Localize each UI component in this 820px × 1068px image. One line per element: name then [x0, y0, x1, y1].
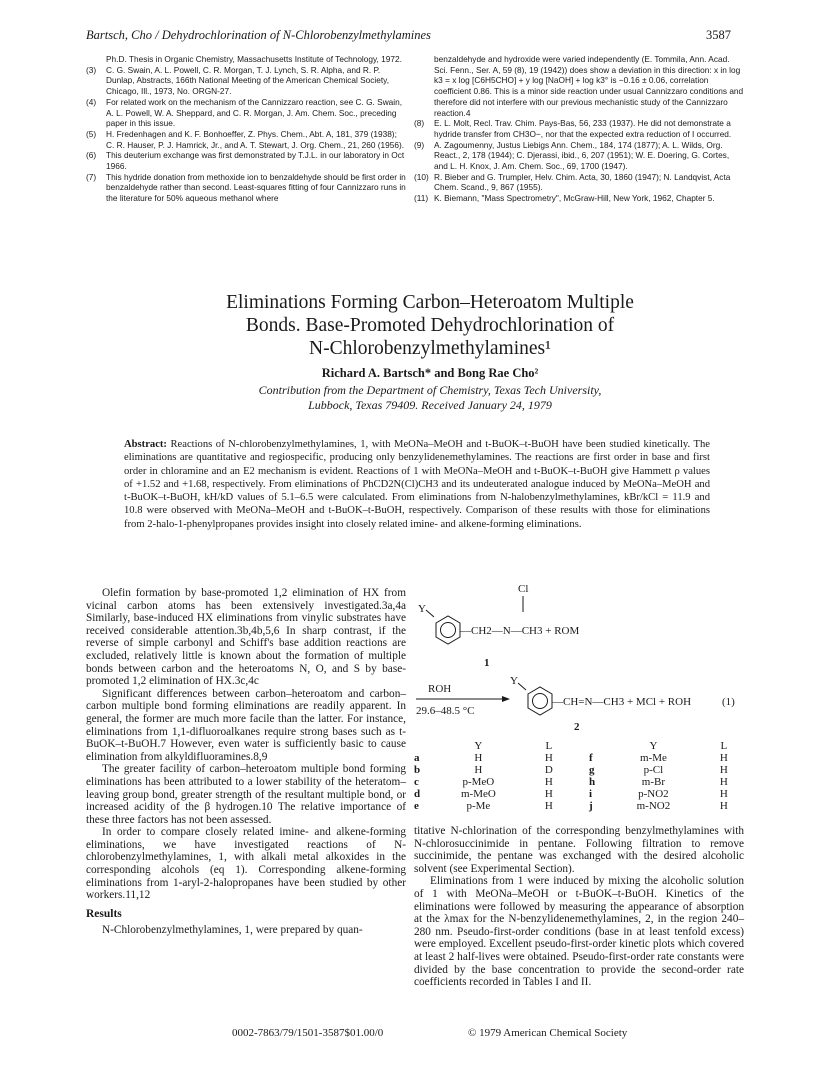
reference-number: (11): [414, 193, 429, 204]
reference-number: (3): [86, 64, 97, 75]
title-line: Eliminations Forming Carbon–Heteroatom Multiple: [226, 292, 634, 313]
cell-y: H: [474, 764, 483, 776]
reference-text: K. Biemann, "Mass Spectrometry", McGraw-Hill, New York, 1962, Chapter 5.: [434, 193, 715, 204]
y-bond: [426, 610, 434, 617]
reference-number: (4): [86, 96, 97, 107]
table-row: [414, 764, 744, 776]
cell-y: m-NO2: [636, 800, 671, 812]
table-row: [414, 752, 744, 764]
reference-number: [414, 54, 434, 118]
paragraph: Olefin formation by base-promoted 1,2 elimination of HX from vicinal carbon atoms has been extensively investigated.3a,4a Similarly, base-induced HX eliminations from vinylic substrates have received considerable attention.3b,4b,5,6 In sharp contrast, if the reverse of simple carbonyl and Schiff's base addition reactions are excluded, relatively little is known about the formation of multiple bonds between carbon and the heteroatoms N, O, and S by base-promoted 1,2 elimination of HX.3c,4c: [86, 587, 406, 688]
references-left: [86, 54, 406, 204]
paragraph: N-Chlorobenzylmethylamines, 1, were prepared by quan-: [102, 924, 363, 937]
reference-number: (10): [414, 171, 429, 182]
reference-text: This hydride donation from methoxide ion to benzaldehyde should be first order in benzaldehyde rather than second. Least-squares fitting of four Cannizzaro runs in the literature for 50% aqueous methanol where: [106, 171, 406, 204]
reference-text: This deuterium exchange was first demonstrated by T.J.L. in our laboratory in Oct 1966.: [106, 150, 405, 172]
chlorine-label: Cl: [518, 583, 529, 595]
substituent-y-label: Y: [510, 675, 518, 687]
compound-id: d: [414, 788, 421, 800]
reference-number: [86, 54, 106, 65]
compound-id: g: [589, 764, 595, 776]
reference-item: [86, 97, 406, 129]
reference-item: [414, 118, 744, 139]
arrow-conditions: 29.6–48.5 °C: [416, 705, 475, 717]
journal-code: 0002-7863/79/1501-3587$01.00/0: [232, 1027, 384, 1039]
paragraph: titative N-chlorination of the corresponding benzylmethylamines with N-chlorosuccinimide in pentane. Following filtration to remove succinimide, the pentane was exchanged with the desired alcoholic solvent (see Experimental Section).: [414, 825, 744, 875]
cell-y: p-NO2: [638, 788, 669, 800]
reference-text: R. Bieber and G. Trumpler, Helv. Chim. Acta, 30, 1860 (1947); N. Landqvist, Acta Chem. Scand., 9, 867 (1955).: [434, 171, 731, 193]
cell-l: H: [544, 776, 553, 788]
arrow-reagent: ROH: [428, 683, 452, 695]
cell-y: m-Me: [639, 752, 667, 764]
page-number: 3587: [706, 28, 731, 42]
cell-l: H: [719, 764, 728, 776]
column-header-y: Y: [649, 740, 658, 752]
table-header-row: [414, 740, 744, 752]
title-line: N-Chlorobenzylmethylamines¹: [309, 338, 551, 359]
y-bond: [518, 683, 526, 690]
references-right: [414, 54, 744, 204]
reference-item: [86, 150, 406, 171]
copyright: © 1979 American Chemical Society: [468, 1027, 628, 1039]
compound-id: i: [589, 788, 593, 800]
cell-y: H: [474, 752, 483, 764]
reference-number: (6): [86, 150, 97, 161]
abstract: [124, 438, 710, 531]
reference-text: benzaldehyde and hydroxide were varied independently (E. Tommila, Ann. Acad. Sci. Fenn., Ser. A, 59 (8), 19 (1942)) does show a deviation in this direction: x in log k3 = x log [C6H5CHO] + y log [NaOH] + log k3° is −0.16 ± 0.06, correlation coefficient 0.86. This is a minor side reaction under usual Cannizzaro conditions and therefore did not interfere with our previous mechanistic study of the Cannizzaro reaction.4: [434, 54, 744, 118]
compound-id: f: [589, 752, 593, 764]
benzene-ring: [436, 616, 460, 644]
cell-l: H: [719, 800, 728, 812]
table-row: [414, 776, 744, 788]
reference-item: [86, 172, 406, 204]
table-row: [414, 800, 744, 812]
reference-text: E. L. Molt, Recl. Trav. Chim. Pays-Bas, 56, 233 (1937). He did not demonstrate a hydride transfer from CH3O−, nor that the expected extra reduction of I occurred.: [434, 118, 732, 139]
reference-text: C. G. Swain, A. L. Powell, C. R. Morgan, T. J. Lynch, S. R. Alpha, and R. P. Dunlap, Abstracts, 166th National Meeting of the American Chemical Society, Chicago, Ill., 1973, No. ORGN-27.: [106, 64, 390, 97]
equation-number: (1): [722, 696, 735, 708]
reference-text: Ph.D. Thesis in Organic Chemistry, Massachusetts Institute of Technology, 1972.: [106, 54, 402, 64]
paragraph: Significant differences between carbon–heteroatom and carbon–carbon multiple bond forming eliminations are readily apparent. In general, the former are much more facile than the latter. For instance, eliminations from 1,1-difluoroalkanes require strong bases such as t-BuOK–t-BuOH.7 However, even water is sufficiently basic to cause elimination from alkyldifluoramines.8,9: [86, 687, 406, 763]
reference-item: [414, 193, 744, 204]
cell-l: D: [544, 764, 553, 776]
substituent-table: [414, 740, 744, 812]
cell-y: p-Cl: [643, 764, 664, 776]
reference-number: (5): [86, 128, 97, 139]
compound-id: b: [414, 764, 421, 776]
compound-2-label: 2: [574, 721, 580, 733]
cell-l: H: [544, 752, 553, 764]
cell-l: H: [719, 776, 728, 788]
cell-l: H: [719, 788, 728, 800]
cell-y: m-MeO: [460, 788, 496, 800]
cell-y: m-Br: [641, 776, 666, 788]
body-left-column: [86, 587, 406, 937]
authors: Richard A. Bartsch* and Bong Rae Cho²: [321, 366, 539, 380]
column-header-l: L: [545, 740, 553, 752]
paragraph: In order to compare closely related imine- and alkene-forming eliminations, we have investigated reactions of N-chlorobenzylmethylamines, 1, with alkali metal alkoxides in the corresponding alcohols (eq 1). Corresponding alkene-forming eliminations from 1-aryl-2-halopropanes have been studied by other workers.11,12: [86, 826, 406, 902]
compound-1-label: 1: [484, 657, 490, 669]
title-line: Bonds. Base-Promoted Dehydrochlorination of: [245, 315, 615, 336]
paragraph: Eliminations from 1 were induced by mixing the alcoholic solution of 1 with MeONa–MeOH or t-BuOK–t-BuOH. Kinetics of the eliminations were followed by measuring the appearance of absorption at the λmax for the N-benzylidenemethylamines, 2, in the region 240–280 nm. Pseudo-first-order conditions (base in at least tenfold excess) were employed. Excellent pseudo-first-order kinetic plots which covered at least 2 half-lives were obtained. Pseudo-first-order rate constants were divided by the base concentration to provide the second-order rate coefficients recorded in Tables I and II.: [414, 875, 744, 989]
article-title: [200, 291, 660, 360]
affiliation-line: Contribution from the Department of Chemistry, Texas Tech University,: [258, 383, 602, 397]
abstract-label: Abstract:: [124, 439, 167, 450]
table-row: [414, 788, 744, 800]
column-header-l: L: [720, 740, 728, 752]
compound-id: e: [414, 800, 419, 812]
reference-item: [414, 172, 744, 193]
reference-item: [414, 140, 744, 172]
cell-l: H: [544, 800, 553, 812]
section-heading-results: Results: [86, 907, 122, 920]
reference-number: (8): [414, 118, 425, 129]
arrow-head: [502, 696, 510, 702]
compound-id: a: [414, 752, 420, 764]
column-header-y: Y: [474, 740, 483, 752]
reference-item: [86, 65, 406, 97]
reference-number: (7): [86, 171, 97, 182]
benzene-ring: [528, 687, 552, 715]
substituent-y-label: Y: [418, 603, 426, 615]
reference-text: H. Fredenhagen and K. F. Bonhoeffer, Z. Phys. Chem., Abt. A, 181, 379 (1938); C. R. Hauser, P. J. Hamrick, Jr., and A. T. Stewart, J. Org. Chem., 21, 260 (1956).: [106, 128, 405, 150]
body-right-column: [414, 825, 744, 989]
aromatic-circle: [441, 623, 456, 638]
cell-y: p-Me: [466, 800, 491, 812]
abstract-text: Reactions of N-chlorobenzylmethylamines, 1, with MeONa–MeOH and t-BuOK–t-BuOH have been studied kinetically. The eliminations are quantitative and regiospecific, producing only benzylidenemethylamines. The reactions are first order in base and first order in chloramine and an E2 mechanism is evident. Reactions of 1 with MeONa–MeOH and t-BuOK–t-BuOH give Hammett ρ values of +1.52 and +1.68, respectively. From eliminations of PhCD2N(Cl)CH3 and its undeuterated analogue induced by MeONa–MeOH and t-BuOK–t-BuOH, kH/kD values of 5.1–6.5 were calculated. From eliminations from N-halobenzylmethylamines, kBr/kCl = 11.9 and 10.8 were observed with MeONa–MeOH and t-BuOK–t-BuOH, respectively. Comparison of these results with those for eliminations from 2-halo-1-phenylpropanes provides insight into closely related imine- and alkene-forming eliminations.: [124, 439, 710, 530]
reference-item: [86, 54, 406, 65]
compound-id: j: [589, 800, 593, 812]
reference-number: (9): [414, 139, 425, 150]
paragraph: The greater facility of carbon–heteroatom multiple bond forming eliminations has been attributed to a lower stability of the heteratom–leaving group bond, greater strength of the resultant multiple bond, or increased acidity of the β hydrogen.10 The relative importance of these three factors has not been assessed.: [86, 763, 406, 826]
cell-l: H: [719, 752, 728, 764]
reference-text: A. Zagoumenny, Justus Liebigs Ann. Chem., 184, 174 (1877); A. L. Wilds, Org. React., 2, 178 (1944); C. Djerassi, ibid., 6, 207 (1951); W. E. Doering, G. Cortes, and L. H. Knox, J. Am. Chem. Soc., 69, 1700 (1947).: [434, 139, 730, 172]
running-title: Bartsch, Cho / Dehydrochlorination of N-Chlorobenzylmethylamines: [86, 28, 431, 42]
reference-item: [414, 54, 744, 118]
cell-l: H: [544, 788, 553, 800]
product-chain: —CH=N—CH3 + MCl + ROH: [552, 696, 692, 708]
affiliation: [200, 383, 660, 413]
cell-y: p-MeO: [462, 776, 495, 788]
affiliation-line: Lubbock, Texas 79409. Received January 24, 1979: [308, 398, 552, 412]
compound-id: h: [589, 776, 596, 788]
compound-id: c: [414, 776, 419, 788]
aromatic-circle: [533, 694, 548, 709]
reactant-chain: —CH2—N—CH3 + ROM: [460, 625, 580, 637]
reference-item: [86, 129, 406, 150]
reference-text: For related work on the mechanism of the Cannizzaro reaction, see C. G. Swain, A. L. Powell, W. A. Sheppard, and C. R. Morgan, J. Am. Chem. Soc., preceding paper in this issue.: [106, 96, 403, 129]
